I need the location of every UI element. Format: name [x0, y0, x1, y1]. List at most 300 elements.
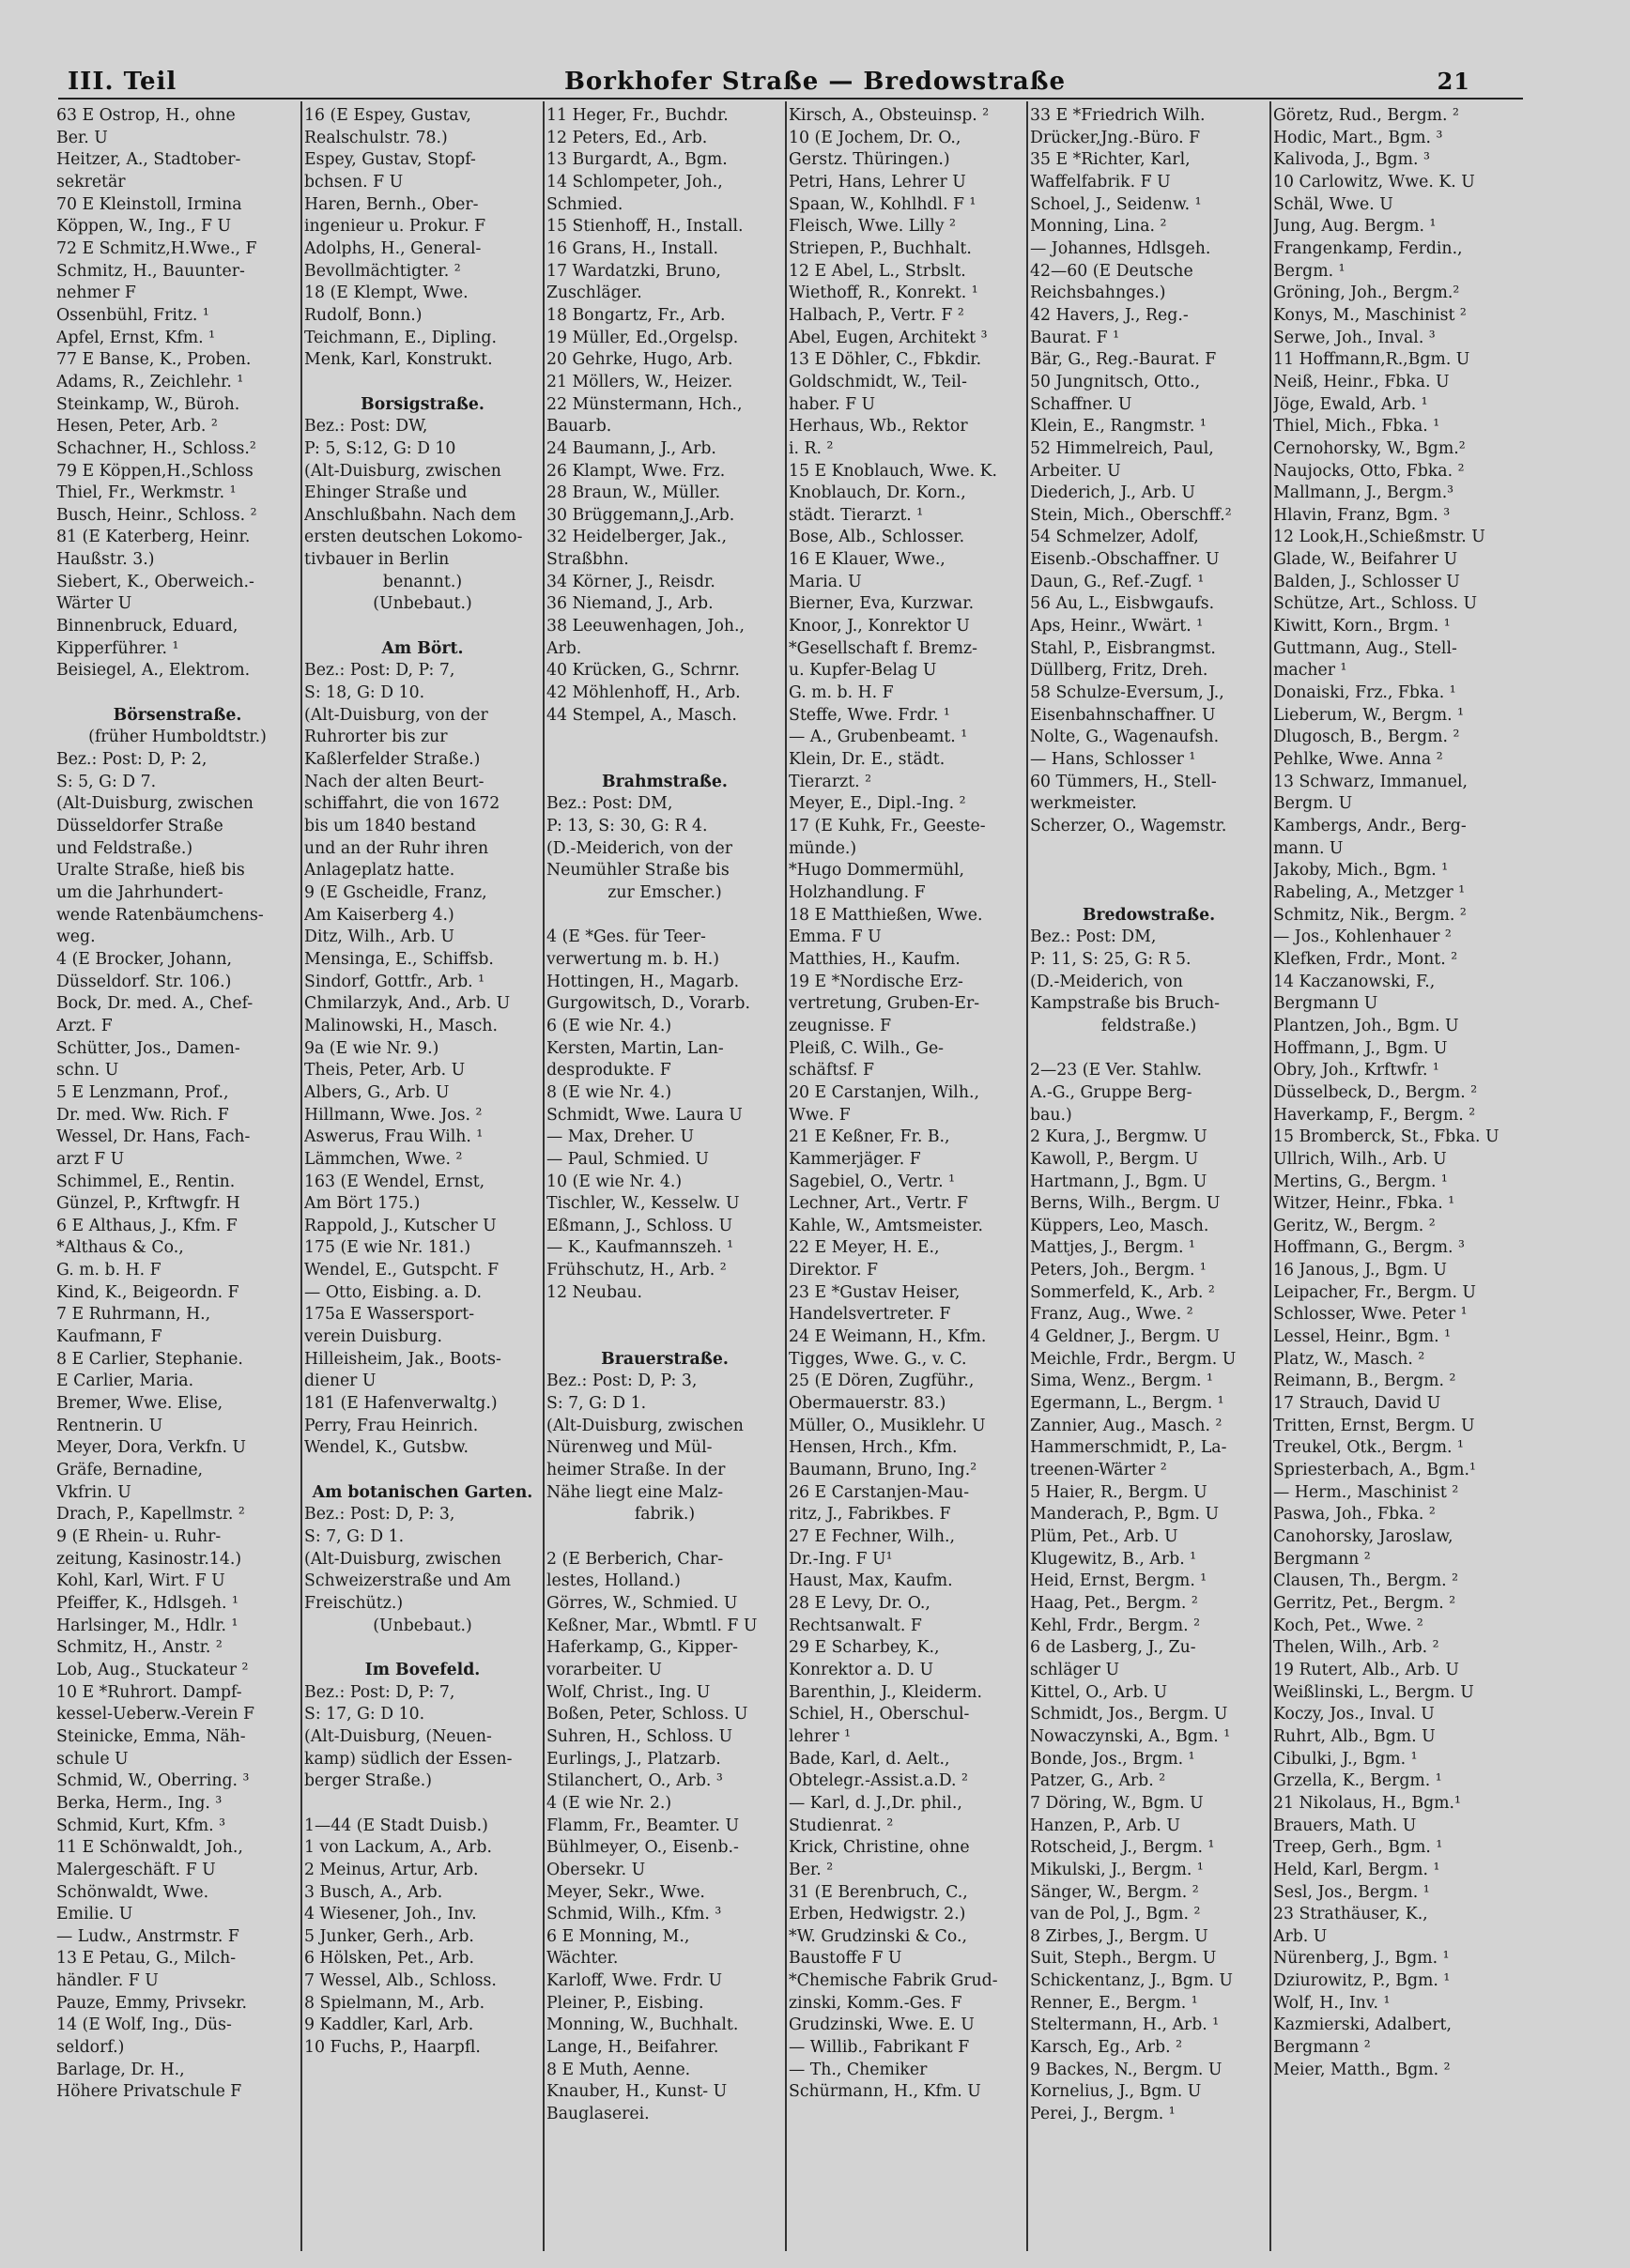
directory-entry: Teichmann, E., Dipling. [304, 328, 497, 347]
directory-entry: Manderach, P., Bgm. U [1030, 1505, 1220, 1525]
directory-entry: Freischütz.) [304, 1593, 404, 1613]
directory-entry: Müller, O., Musiklehr. U [789, 1416, 986, 1435]
directory-entry: 163 (E Wendel, Ernst, [304, 1172, 485, 1191]
directory-entry: — Johannes, Hdlsgeh. [1030, 238, 1211, 258]
directory-entry: Spaan, W., Kohlhdl. F ¹ [789, 194, 976, 214]
directory-entry: 4 (E Brocker, Johann, [56, 949, 232, 969]
directory-entry: Schmied. [546, 194, 623, 214]
directory-entry: 2 Kura, J., Bergmw. U [1030, 1127, 1207, 1147]
page-number: 21 [1437, 68, 1470, 95]
directory-entry: 22 Münstermann, Hch., [546, 394, 743, 414]
directory-entry: — Hans, Schlosser ¹ [1030, 750, 1196, 770]
directory-entry: 8 E Carlier, Stephanie. [56, 1349, 243, 1369]
directory-entry: Canohorsky, Jaroslaw, [1273, 1527, 1453, 1546]
directory-entry: Schmitz, H., Anstr. ² [56, 1638, 223, 1658]
directory-entry: Bevollmächtigter. ² [304, 261, 461, 281]
directory-entry: Waffelfabrik. F U [1030, 172, 1171, 192]
directory-entry: Abel, Eugen, Architekt ³ [789, 328, 988, 347]
directory-entry: Düsselbeck, D., Bergm. ² [1273, 1082, 1478, 1102]
directory-entry: 10 (E Jochem, Dr. O., [789, 128, 961, 147]
directory-entry: Aps, Heinr., Wwärt. ¹ [1030, 617, 1204, 636]
directory-entry: 7 E Ruhrmann, H., [56, 1305, 211, 1325]
directory-entry: Schimmel, E., Rentin. [56, 1172, 236, 1191]
directory-entry: — Otto, Eisbing. a. D. [304, 1282, 483, 1302]
directory-entry: 26 Klampt, Wwe. Frz. [546, 461, 726, 481]
directory-entry: Wächter. [546, 1949, 619, 1969]
directory-entry: A.-G., Gruppe Berg- [1030, 1082, 1192, 1102]
directory-entry: 11 E Schönwaldt, Joh., [56, 1838, 243, 1858]
directory-entry: — Willib., Fabrikant F [789, 2038, 970, 2058]
directory-entry: Heitzer, A., Stadtober- [56, 150, 241, 170]
directory-entry: Klein, E., Rangmstr. ¹ [1030, 417, 1207, 437]
directory-entry: lestes, Holland.) [546, 1571, 681, 1591]
column-4 [789, 105, 1024, 2255]
directory-entry: Hesen, Peter, Arb. ² [56, 417, 218, 437]
directory-entry: zeitung, Kasinostr.14.) [56, 1549, 242, 1569]
directory-entry: *Hugo Dommermühl, [789, 861, 964, 881]
directory-entry: Bez.: Post: DM, [1030, 927, 1157, 947]
directory-entry: und an der Ruhr ihren [304, 838, 489, 858]
directory-entry [56, 682, 299, 705]
directory-entry: Frangenkamp, Ferdin., [1273, 238, 1463, 258]
directory-entry: Frühschutz, H., Arb. ² [546, 1261, 727, 1280]
directory-entry: wende Ratenbäumchens- [56, 905, 264, 925]
directory-entry: (Alt-Duisburg, von der [304, 705, 488, 725]
directory-entry: Gerstz. Thüringen.) [789, 150, 950, 170]
directory-entry: 23 Strathäuser, K., [1273, 1905, 1428, 1924]
directory-entry: Steinkamp, W., Büroh. [56, 394, 240, 414]
directory-entry: Patzer, G., Arb. ² [1030, 1771, 1166, 1791]
directory-entry: Schickentanz, J., Bgm. U [1030, 1971, 1233, 1991]
directory-entry: 9 (E Rhein- u. Ruhr- [56, 1527, 222, 1546]
directory-entry: heimer Straße. In der [546, 1461, 726, 1480]
directory-entry: (Alt-Duisburg, (Neuen- [304, 1726, 492, 1746]
directory-entry: 1 von Lackum, A., Arb. [304, 1838, 492, 1858]
directory-entry: münde.) [789, 838, 857, 858]
directory-entry: Knauber, H., Kunst- U [546, 2082, 728, 2102]
directory-entry: Kaßlerfelder Straße.) [304, 750, 481, 770]
directory-entry: Erben, Hedwigstr. 2.) [789, 1905, 966, 1924]
directory-entry: Bez.: Post: D, P: 2, [56, 750, 208, 770]
directory-entry: Adams, R., Zeichlehr. ¹ [56, 372, 244, 391]
directory-entry: tivbauer in Berlin [304, 550, 450, 570]
directory-entry: Baumann, Bruno, Ing.² [789, 1461, 977, 1480]
directory-entry: Kittel, O., Arb. U [1030, 1682, 1168, 1702]
directory-entry: Rentnerin. U [56, 1416, 163, 1435]
directory-entry: 19 Rutert, Alb., Arb. U [1273, 1660, 1459, 1679]
directory-entry: Knoor, J., Konrektor U [789, 617, 970, 636]
directory-entry: Studienrat. ² [789, 1816, 894, 1835]
directory-entry [546, 1326, 783, 1349]
directory-entry: 13 Burgardt, A., Bgm. [546, 150, 728, 170]
directory-entry: Zuschläger. [546, 284, 642, 303]
directory-entry: diener U [304, 1372, 377, 1391]
directory-entry: Flamm, Fr., Beamter. U [546, 1816, 740, 1835]
directory-entry: Bauarb. [546, 417, 612, 437]
directory-entry: 9 (E Gscheidle, Franz, [304, 882, 487, 902]
directory-entry: Thiel, Fr., Werkmstr. ¹ [56, 483, 237, 503]
directory-entry: Monning, Lina. ² [1030, 217, 1167, 237]
directory-entry: 11 Heger, Fr., Buchdr. [546, 106, 729, 125]
directory-entry: 38 Leeuwenhagen, Joh., [546, 617, 745, 636]
directory-entry: Aswerus, Frau Wilh. ¹ [304, 1127, 484, 1147]
directory-entry: Haren, Bernh., Ober- [304, 194, 479, 214]
directory-entry [546, 905, 783, 927]
directory-entry: Lessel, Heinr., Bgm. ¹ [1273, 1327, 1452, 1347]
directory-entry: Striepen, P., Buchhalt. [789, 238, 972, 258]
directory-entry: Barenthin, J., Kleiderm. [789, 1682, 983, 1702]
directory-entry: 42 Havers, J., Reg.- [1030, 305, 1189, 325]
directory-entry: Meichle, Frdr., Bergm. U [1030, 1349, 1237, 1369]
directory-entry: Tischler, W., Kesselw. U [546, 1194, 740, 1214]
directory-entry [1030, 1038, 1268, 1061]
directory-entry: Wwe. F [789, 1105, 851, 1125]
street-note: feldstraße.) [1100, 1016, 1197, 1035]
directory-entry: Bergmann ² [1273, 1549, 1371, 1569]
directory-entry: Balden, J., Schlosser U [1273, 572, 1460, 591]
directory-entry: 9 Backes, N., Bergm. U [1030, 2060, 1222, 2079]
directory-entry: Schmid, W., Oberring. ³ [56, 1771, 250, 1791]
directory-entry: 56 Au, L., Eisbwgaufs. [1030, 594, 1215, 614]
directory-entry: zinski, Komm.-Ges. F [789, 1993, 962, 2013]
directory-entry: Gerritz, Pet., Bergm. ² [1273, 1593, 1456, 1613]
directory-entry: Wendel, E., Gutspcht. F [304, 1261, 500, 1280]
directory-entry: 28 Braun, W., Müller. [546, 483, 721, 503]
directory-entry: Hensen, Hrch., Kfm. [789, 1438, 958, 1458]
directory-entry: 17 (E Kuhk, Fr., Geeste- [789, 817, 986, 835]
directory-entry: Beisiegel, A., Elektrom. [56, 661, 251, 681]
street-heading: Am botanischen Garten. [312, 1482, 533, 1502]
directory-entry: 32 Heidelberger, Jak., [546, 528, 727, 547]
directory-entry: berger Straße.) [304, 1771, 432, 1791]
directory-entry: Knoblauch, Dr. Korn., [789, 483, 966, 503]
directory-entry: P: 5, S:12, G: D 10 [304, 438, 456, 458]
directory-entry: Drach, P., Kapellmstr. ² [56, 1505, 245, 1525]
directory-entry: 10 Carlowitz, Wwe. K. U [1273, 172, 1475, 192]
directory-entry: Leipacher, Fr., Bergm. U [1273, 1282, 1476, 1302]
directory-entry: Schütze, Art., Schloss. U [1273, 594, 1478, 614]
directory-entry: Hottingen, H., Magarb. [546, 972, 740, 991]
directory-entry: 12 Peters, Ed., Arb. [546, 128, 708, 147]
directory-entry: Neumühler Straße bis [546, 861, 730, 881]
column-divider [1269, 101, 1271, 2251]
directory-entry: — Karl, d. J.,Dr. phil., [789, 1793, 962, 1813]
directory-entry: 17 Wardatzki, Bruno, [546, 261, 721, 281]
directory-entry: Egermann, L., Bergm. ¹ [1030, 1394, 1224, 1414]
directory-entry: Haag, Pet., Bergm. ² [1030, 1593, 1198, 1613]
directory-entry: händler. F U [56, 1971, 159, 1991]
directory-entry [546, 1304, 783, 1326]
directory-entry: Nowaczynski, A., Bgm. ¹ [1030, 1726, 1231, 1746]
directory-entry: 8 (E wie Nr. 4.) [546, 1082, 672, 1102]
directory-entry: Dlugosch, B., Bergm. ² [1273, 728, 1460, 747]
directory-entry: 35 E *Richter, Karl, [1030, 150, 1191, 170]
directory-entry: 31 (E Berenbruch, C., [789, 1882, 968, 1902]
directory-entry: Schmidt, Jos., Bergm. U [1030, 1705, 1228, 1724]
directory-entry: Harlsinger, M., Hdlr. ¹ [56, 1616, 238, 1635]
directory-entry: Stahl, P., Eisbrangmst. [1030, 638, 1216, 658]
directory-entry: Guttmann, Aug., Stell- [1273, 638, 1457, 658]
directory-entry: Pfeiffer, K., Hdlsgeh. ¹ [56, 1593, 238, 1613]
directory-entry: G. m. b. H. F [56, 1261, 161, 1280]
directory-entry: Bez.: Post: DM, [546, 794, 673, 814]
directory-entry: P: 11, S: 25, G: R 5. [1030, 949, 1192, 969]
directory-entry: 10 Fuchs, P., Haarpfl. [304, 2038, 481, 2058]
directory-entry: Barlage, Dr. H., [56, 2060, 185, 2079]
directory-entry: Küppers, Leo, Masch. [1030, 1216, 1209, 1235]
directory-entry: Sesl, Jos., Bergm. ¹ [1273, 1882, 1430, 1902]
directory-entry: Koczy, Jos., Inval. U [1273, 1705, 1435, 1724]
directory-entry: Renner, E., Bergm. ¹ [1030, 1993, 1198, 2013]
directory-entry: 4 Geldner, J., Bergm. U [1030, 1327, 1221, 1347]
directory-entry: Kersten, Martin, Lan- [546, 1038, 724, 1058]
directory-entry: 42—60 (E Deutsche [1030, 261, 1193, 281]
street-note: (Unbebaut.) [373, 1616, 472, 1635]
directory-entry: nehmer F [56, 284, 136, 303]
directory-entry: Baustoffe F U [789, 1949, 902, 1969]
directory-entry: Paswa, Joh., Fbka. ² [1273, 1505, 1436, 1525]
directory-entry: 9 Kaddler, Karl, Arb. [304, 2015, 474, 2035]
street-note: (Unbebaut.) [373, 594, 472, 614]
directory-entry: Chmilarzyk, And., Arb. U [304, 994, 511, 1014]
directory-entry: ingenieur u. Prokur. F [304, 217, 486, 237]
directory-entry: Platz, W., Masch. ² [1273, 1349, 1425, 1369]
directory-entry: Hammerschmidt, P., La- [1030, 1438, 1227, 1458]
directory-entry: 19 E *Nordische Erz- [789, 972, 963, 991]
directory-entry: Hoffmann, J., Bgm. U [1273, 1038, 1448, 1058]
directory-entry: Bez.: Post: D, P: 7, [304, 661, 455, 681]
directory-entry: 60 Tümmers, H., Stell- [1030, 772, 1217, 791]
directory-entry: Stein, Mich., Oberschff.² [1030, 505, 1232, 525]
directory-entry: Arbeiter. U [1030, 461, 1121, 481]
directory-entry: Obersekr. U [546, 1860, 646, 1879]
directory-entry: 6 E Monning, M., [546, 1926, 690, 1946]
directory-entry: Kalivoda, J., Bgm. ³ [1273, 150, 1430, 170]
directory-entry: 58 Schulze-Eversum, J., [1030, 683, 1224, 703]
street-heading: Am Bört. [381, 638, 464, 658]
directory-entry: Sagebiel, O., Vertr. ¹ [789, 1172, 955, 1191]
directory-entry: bchsen. F U [304, 172, 404, 192]
directory-entry: arzt F U [56, 1149, 125, 1169]
directory-entry: 52 Himmelreich, Paul, [1030, 438, 1214, 458]
directory-entry: Lämmchen, Wwe. ² [304, 1149, 463, 1169]
directory-entry: u. Kupfer-Belag U [789, 661, 937, 681]
directory-entry: 70 E Kleinstoll, Irmina [56, 194, 242, 214]
page-part-label: III. Teil [68, 68, 177, 96]
directory-entry: 34 Körner, J., Reisdr. [546, 572, 715, 591]
directory-entry: kamp) südlich der Essen- [304, 1749, 513, 1769]
directory-entry: — Ludw., Anstrmstr. F [56, 1926, 239, 1946]
directory-entry: Grzella, K., Bergm. ¹ [1273, 1771, 1442, 1791]
directory-entry: Monning, W., Buchhalt. [546, 2015, 739, 2035]
directory-entry: 175a E Wassersport- [304, 1305, 475, 1325]
directory-entry: Vkfrin. U [56, 1482, 131, 1502]
directory-entry: Fleisch, Wwe. Lilly ² [789, 217, 956, 237]
directory-entry: 4 Wiesener, Joh., Inv. [304, 1905, 477, 1924]
directory-entry: Daun, G., Ref.-Zugf. ¹ [1030, 572, 1205, 591]
directory-entry: Karloff, Wwe. Frdr. U [546, 1971, 723, 1991]
directory-entry: Held, Karl, Bergm. ¹ [1273, 1860, 1440, 1879]
directory-entry: Tigges, Wwe. G., v. C. [789, 1349, 967, 1369]
directory-entry: 16 E Klauer, Wwe., [789, 550, 946, 570]
directory-entry: 50 Jungnitsch, Otto., [1030, 372, 1201, 391]
directory-entry: Binnenbruck, Eduard, [56, 617, 238, 636]
directory-entry: Wessel, Dr. Hans, Fach- [56, 1127, 251, 1147]
directory-entry: Suhren, H., Schloss. U [546, 1726, 733, 1746]
directory-entry: Nähe liegt eine Malz- [546, 1482, 724, 1502]
directory-entry: Theis, Peter, Arb. U [304, 1061, 466, 1080]
street-note: zur Emscher.) [607, 882, 722, 902]
directory-entry: (D.-Meiderich, von [1030, 972, 1183, 991]
directory-entry: mann. U [1273, 838, 1344, 858]
directory-entry: Thiel, Mich., Fbka. ¹ [1273, 417, 1440, 437]
directory-entry: Keßner, Mar., Wbmtl. F U [546, 1616, 758, 1635]
directory-entry: Gurgowitsch, D., Vorarb. [546, 994, 750, 1014]
directory-entry: S: 7, G: D 1. [546, 1394, 647, 1414]
directory-entry: 25 (E Dören, Zugführ., [789, 1372, 975, 1391]
directory-entry: Naujocks, Otto, Fbka. ² [1273, 461, 1465, 481]
directory-entry: Meier, Matth., Bgm. ² [1273, 2060, 1451, 2079]
directory-entry [1030, 860, 1268, 882]
directory-entry [304, 616, 541, 638]
column-divider [543, 101, 545, 2251]
directory-entry: Klugewitz, B., Arb. ¹ [1030, 1549, 1197, 1569]
directory-entry: Eßmann, J., Schloss. U [546, 1216, 733, 1235]
directory-entry: 6 Hölsken, Pet., Arb. [304, 1949, 474, 1969]
directory-entry: Zannier, Aug., Masch. ² [1030, 1416, 1222, 1435]
directory-entry: (Alt-Duisburg, zwischen [56, 794, 254, 814]
directory-entry: 13 E Döhler, C., Fbkdir. [789, 350, 982, 370]
directory-entry: S: 7, G: D 1. [304, 1527, 405, 1546]
directory-entry: Schäl, Wwe. U [1273, 194, 1393, 214]
directory-entry: Düsseldorfer Straße [56, 817, 223, 835]
directory-entry: Menk, Karl, Konstrukt. [304, 350, 493, 370]
directory-entry: 18 E Matthießen, Wwe. [789, 905, 983, 925]
directory-entry: Glade, W., Beifahrer U [1273, 550, 1458, 570]
directory-entry: Wendel, K., Gutsbw. [304, 1438, 469, 1458]
directory-entry: Gräfe, Bernadine, [56, 1461, 204, 1480]
directory-entry: Obermauerstr. 83.) [789, 1394, 946, 1414]
directory-entry: Klein, Dr. E., städt. [789, 750, 946, 770]
directory-entry: 33 E *Friedrich Wilh. [1030, 106, 1206, 125]
directory-entry: Baurat. F ¹ [1030, 328, 1120, 347]
directory-entry: Rotscheid, J., Bergm. ¹ [1030, 1838, 1215, 1858]
directory-entry: Rechtsanwalt. F [789, 1616, 922, 1635]
directory-entry: Bierner, Eva, Kurzwar. [789, 594, 975, 614]
directory-entry: Rabeling, A., Metzger ¹ [1273, 882, 1466, 902]
directory-entry: Ruhrt, Alb., Bgm. U [1273, 1726, 1436, 1746]
directory-entry: Sänger, W., Bergm. ² [1030, 1882, 1199, 1902]
directory-entry: Tritten, Ernst, Bergm. U [1273, 1416, 1475, 1435]
directory-entry: Busch, Heinr., Schloss. ² [56, 505, 257, 525]
directory-entry: Plantzen, Joh., Bgm. U [1273, 1016, 1459, 1035]
directory-entry: lehrer ¹ [789, 1726, 852, 1746]
directory-entry: Rappold, J., Kutscher U [304, 1216, 497, 1235]
directory-entry [304, 1637, 541, 1660]
column-5 [1030, 105, 1268, 2255]
directory-entry: kessel-Ueberw.-Verein F [56, 1705, 254, 1724]
directory-entry: *Chemische Fabrik Grud- [789, 1971, 998, 1991]
directory-entry: Lechner, Art., Vertr. F [789, 1194, 969, 1214]
directory-entry: Realschulstr. 78.) [304, 128, 448, 147]
directory-entry: Matthies, H., Kaufm. [789, 949, 961, 969]
directory-entry: Boßen, Peter, Schloss. U [546, 1705, 748, 1724]
directory-entry: Nolte, G., Wagenaufsh. [1030, 728, 1220, 747]
directory-entry: Handelsvertreter. F [789, 1305, 951, 1325]
directory-entry: Malergeschäft. F U [56, 1860, 216, 1879]
directory-entry: Köppen, W., Ing., F U [56, 217, 232, 237]
directory-entry: Rudolf, Bonn.) [304, 305, 423, 325]
street-note: (früher Humboldtstr.) [88, 728, 267, 747]
directory-entry: 8 Spielmann, M., Arb. [304, 1993, 485, 2013]
directory-entry: Sindorf, Gottfr., Arb. ¹ [304, 972, 485, 991]
directory-entry: 13 E Petau, G., Milch- [56, 1949, 237, 1969]
street-heading: Brauerstraße. [601, 1349, 729, 1369]
directory-entry: Hilleisheim, Jak., Boots- [304, 1349, 501, 1369]
directory-entry: Wolf, H., Inv. ¹ [1273, 1993, 1391, 2013]
directory-entry: um die Jahrhundert- [56, 882, 223, 902]
directory-entry: Nürenweg und Mül- [546, 1438, 713, 1458]
directory-entry: Kazmierski, Adalbert, [1273, 2015, 1452, 2035]
directory-entry: 18 (E Klempt, Wwe. [304, 284, 469, 303]
directory-entry: Kammerjäger. F [789, 1149, 921, 1169]
directory-entry: Meyer, Sekr., Wwe. [546, 1882, 705, 1902]
directory-entry: 19 Müller, Ed.,Orgelsp. [546, 328, 739, 347]
directory-entry: Schlosser, Wwe. Peter ¹ [1273, 1305, 1468, 1325]
directory-entry: 12 E Abel, L., Strbslt. [789, 261, 966, 281]
directory-entry: 2 Meinus, Artur, Arb. [304, 1860, 479, 1879]
directory-entry: Schmidt, Wwe. Laura U [546, 1105, 743, 1125]
directory-entry: 17 Strauch, David U [1273, 1394, 1441, 1414]
directory-entry: 79 E Köppen,H.,Schloss [56, 461, 254, 481]
directory-entry: 15 Bromberck, St., Fbka. U [1273, 1127, 1499, 1147]
directory-entry: Kaufmann, F [56, 1327, 162, 1347]
directory-entry: (Alt-Duisburg, zwischen [304, 461, 501, 481]
directory-entry: Kipperführer. ¹ [56, 638, 179, 658]
directory-entry: — Max, Dreher. U [546, 1127, 695, 1147]
directory-entry: Karsch, Eg., Arb. ² [1030, 2038, 1183, 2058]
directory-entry: Klefken, Frdr., Mont. ² [1273, 949, 1458, 969]
directory-entry: Reichsbahnges.) [1030, 284, 1166, 303]
directory-entry: Drücker,Jng.-Büro. F [1030, 128, 1201, 147]
directory-entry: 10 E *Ruhrort. Dampf- [56, 1682, 242, 1702]
directory-entry: Neiß, Heinr., Fbka. U [1273, 372, 1450, 391]
directory-entry: — K., Kaufmannszeh. ¹ [546, 1238, 734, 1258]
directory-entry: Serwe, Joh., Inval. ³ [1273, 328, 1436, 347]
directory-entry: Schaffner. U [1030, 394, 1132, 414]
directory-entry: Mensinga, E., Schiffsb. [304, 949, 494, 969]
directory-entry: schiffahrt, die von 1672 [304, 794, 500, 814]
directory-entry: 6 (E wie Nr. 4.) [546, 1016, 672, 1035]
directory-entry: 26 E Carstanjen-Mau- [789, 1482, 970, 1502]
directory-entry: 40 Krücken, G., Schrnr. [546, 661, 740, 681]
directory-entry: Holzhandlung. F [789, 882, 926, 902]
directory-entry: Bade, Karl, d. Aelt., [789, 1749, 950, 1769]
directory-entry: Eisenb.-Obschaffner. U [1030, 550, 1220, 570]
directory-entry: Mikulski, J., Bergm. ¹ [1030, 1860, 1204, 1879]
directory-entry: Schachner, H., Schloss.² [56, 438, 256, 458]
directory-entry: 63 E Ostrop, H., ohne [56, 106, 236, 125]
directory-entry: Wiethoff, R., Konrekt. ¹ [789, 284, 978, 303]
directory-entry: Gröning, Joh., Bergm.² [1273, 284, 1460, 303]
directory-entry: Geritz, W., Bergm. ² [1273, 1216, 1436, 1235]
directory-entry: 2—23 (E Ver. Stahlw. [1030, 1061, 1203, 1080]
directory-entry: weg. [56, 927, 96, 947]
directory-entry: Cernohorsky, W., Bgm.² [1273, 438, 1466, 458]
directory-entry: Haußstr. 3.) [56, 550, 155, 570]
directory-entry: Dr.-Ing. F U¹ [789, 1549, 893, 1569]
directory-entry: 6 de Lasberg, J., Zu- [1030, 1638, 1196, 1658]
